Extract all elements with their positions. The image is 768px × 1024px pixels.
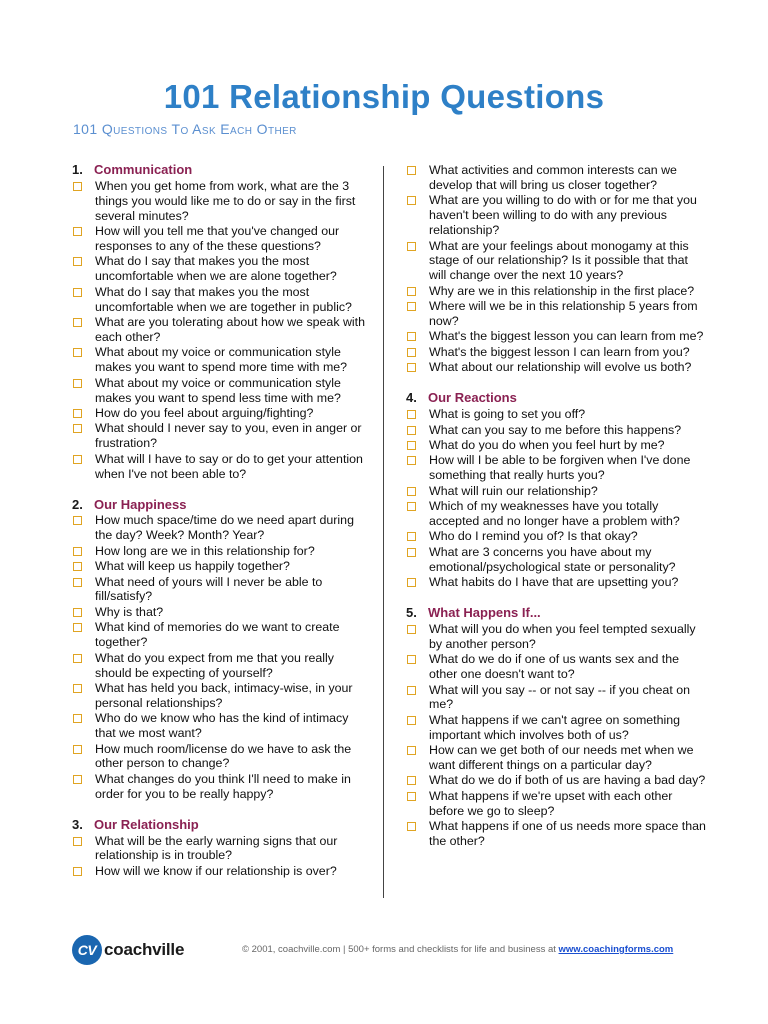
question-text: What do you expect from me that you really should be expecting of yourself? [95, 650, 334, 680]
checkbox-icon[interactable] [73, 288, 82, 297]
section-heading [72, 163, 372, 178]
question-text: How much room/license do we have to ask the other person to change? [95, 741, 352, 771]
checkbox-icon[interactable] [73, 318, 82, 327]
question-item [72, 559, 372, 574]
question-item [406, 163, 706, 193]
checkbox-icon[interactable] [73, 684, 82, 693]
checkbox-icon[interactable] [407, 410, 416, 419]
section-title: Our Relationship [94, 816, 199, 832]
question-item [72, 224, 372, 254]
question-item [406, 652, 706, 682]
question-text: What do we do if one of us wants sex and the other one doesn't want to? [429, 652, 680, 682]
question-item [72, 772, 372, 802]
checkbox-icon[interactable] [407, 625, 416, 634]
question-item [406, 360, 706, 375]
question-text: What do I say that makes you the most uncomfortable when we are together in public? [95, 284, 352, 314]
question-text: What happens if one of us needs more space than the other? [429, 819, 706, 849]
question-list [72, 179, 372, 482]
question-text: What should I never say to you, even in anger or frustration? [95, 421, 362, 451]
question-section [72, 163, 372, 482]
checkbox-icon[interactable] [407, 746, 416, 755]
section-number: 2. [72, 496, 83, 512]
question-list [406, 407, 706, 590]
checkbox-icon[interactable] [73, 562, 82, 571]
question-section [72, 818, 372, 879]
checkbox-icon[interactable] [73, 227, 82, 236]
question-text: Which of my weaknesses have you totally accepted and no longer have a problem with? [429, 499, 680, 528]
question-text: What changes do you think I'll need to make in order for you to be really happy? [95, 771, 351, 801]
logo-badge-icon: CV [72, 935, 102, 965]
checkbox-icon[interactable] [73, 623, 82, 632]
question-text: How will we know if our relationship is over? [95, 863, 337, 878]
section-title: Our Happiness [94, 496, 187, 512]
question-list [406, 163, 706, 375]
checkbox-icon[interactable] [407, 196, 416, 205]
question-item [406, 423, 706, 438]
checkbox-icon[interactable] [73, 867, 82, 876]
footer-copyright: © 2001, coachville.com | 500+ forms and checklists for life and business at [242, 944, 559, 955]
question-section [72, 498, 372, 802]
question-item [406, 529, 706, 544]
checkbox-icon[interactable] [407, 776, 416, 785]
question-text: What are your feelings about monogamy at this stage of our relationship? Is it possible that that will change over the next 10 years? [429, 238, 689, 283]
question-text: What about our relationship will evolve us both? [429, 360, 692, 375]
question-text: What are 3 concerns you have about my emotional/psychological state or personality? [429, 544, 676, 574]
footer-link[interactable]: www.coachingforms.com [558, 944, 674, 955]
question-text: What do we do if both of us are having a bad day? [429, 773, 706, 788]
checkbox-icon[interactable] [73, 837, 82, 846]
question-item [406, 575, 706, 590]
question-text: How can we get both of our needs met when we want different things on a particular day? [429, 743, 694, 773]
checkbox-icon[interactable] [73, 379, 82, 388]
question-text: What will keep us happily together? [95, 559, 290, 574]
question-text: How much space/time do we need apart during the day? Week? Month? Year? [95, 513, 354, 543]
question-text: What will ruin our relationship? [429, 483, 598, 498]
question-text: What will you say -- or not say -- if you cheat on me? [429, 682, 690, 712]
checkbox-icon[interactable] [407, 822, 416, 831]
checkbox-icon[interactable] [73, 516, 82, 525]
question-item [406, 438, 706, 453]
checkbox-icon[interactable] [73, 547, 82, 556]
checkbox-icon[interactable] [73, 745, 82, 754]
section-title: Our Reactions [428, 390, 517, 406]
question-section [406, 391, 706, 590]
question-item [406, 683, 706, 713]
coachville-logo [72, 935, 184, 965]
section-number: 5. [406, 604, 417, 620]
checkbox-icon[interactable] [407, 287, 416, 296]
question-text: What kind of memories do we want to create together? [95, 620, 340, 650]
checkbox-icon[interactable] [73, 654, 82, 663]
question-text: How do you feel about arguing/fighting? [95, 406, 314, 420]
question-text: What will I have to say or do to get your attention when I've not been able to? [95, 451, 363, 481]
question-item [72, 345, 372, 375]
checkbox-icon[interactable] [407, 532, 416, 541]
checkbox-icon[interactable] [407, 686, 416, 695]
right-column [406, 163, 706, 865]
question-item [406, 239, 706, 284]
question-list [72, 513, 372, 801]
question-item [406, 545, 706, 575]
question-section [406, 606, 706, 849]
question-item [72, 651, 372, 681]
question-item [72, 834, 372, 864]
question-item [406, 484, 706, 499]
question-text: When you get home from work, what are the 3 things you would like me to do or say in the first several minutes? [95, 178, 356, 223]
question-text: Where will we be in this relationship 5 years from now? [429, 299, 698, 329]
question-item [72, 681, 372, 711]
question-item [406, 299, 706, 329]
question-item [72, 711, 372, 741]
checkbox-icon[interactable] [73, 714, 82, 723]
question-text: How will you tell me that you've changed our responses to any of the these questions? [95, 224, 340, 254]
question-item [72, 254, 372, 284]
checkbox-icon[interactable] [407, 363, 416, 372]
question-item [406, 773, 706, 788]
checkbox-icon[interactable] [407, 578, 416, 587]
page-subtitle: 101 Questions To Ask Each Other [73, 121, 297, 137]
section-number: 4. [406, 390, 417, 406]
checkbox-icon[interactable] [407, 441, 416, 450]
page-title: 101 Relationship Questions [163, 78, 605, 115]
question-item [406, 284, 706, 299]
question-item [72, 285, 372, 315]
question-item [72, 179, 372, 224]
checkbox-icon[interactable] [73, 578, 82, 587]
question-text: What's the biggest lesson I can learn from you? [429, 344, 690, 359]
section-title: What Happens If... [428, 604, 541, 620]
question-list [406, 622, 706, 849]
question-text: Why is that? [95, 604, 164, 619]
question-text: What's the biggest lesson you can learn from me? [429, 329, 704, 344]
section-heading [406, 391, 706, 406]
question-item [72, 513, 372, 543]
question-list [72, 834, 372, 879]
checkbox-icon[interactable] [407, 548, 416, 557]
question-item [72, 376, 372, 406]
checkbox-icon[interactable] [407, 655, 416, 664]
question-text: What are you tolerating about how we speak with each other? [95, 315, 365, 344]
checkbox-icon[interactable] [407, 716, 416, 725]
question-text: Who do we know who has the kind of intimacy that we most want? [95, 711, 349, 741]
question-item [406, 622, 706, 652]
checkbox-icon[interactable] [73, 182, 82, 191]
question-text: What will be the early warning signs that our relationship is in trouble? [95, 833, 338, 863]
question-item [406, 789, 706, 819]
checkbox-icon[interactable] [407, 456, 416, 465]
question-item [72, 575, 372, 605]
question-item [406, 407, 706, 422]
question-text: What happens if we can't agree on something important which involves both of us? [429, 712, 681, 742]
checkbox-icon[interactable] [407, 242, 416, 251]
question-text: What happens if we're upset with each other before we go to sleep? [429, 788, 673, 818]
question-text: What activities and common interests can we develop that will bring us closer together? [429, 163, 677, 192]
question-text: Why are we in this relationship in the first place? [429, 283, 695, 298]
question-item [72, 742, 372, 772]
question-text: What is going to set you off? [429, 407, 586, 422]
question-text: What are you willing to do with or for me that you haven't been willing to do with any previous relationship? [429, 193, 697, 238]
question-text: What about my voice or communication style makes you want to spend more time with me? [95, 345, 348, 375]
question-text: What has held you back, intimacy-wise, in your personal relationships? [95, 680, 353, 710]
question-item [406, 499, 706, 529]
checkbox-icon[interactable] [407, 348, 416, 357]
checkbox-icon[interactable] [73, 348, 82, 357]
question-item [72, 421, 372, 451]
question-text: What do you do when you feel hurt by me? [429, 437, 665, 452]
question-text: What can you say to me before this happens? [429, 422, 682, 437]
checkbox-icon[interactable] [407, 426, 416, 435]
question-item [72, 605, 372, 620]
checkbox-icon[interactable] [407, 502, 416, 511]
section-heading [72, 498, 372, 513]
question-item [72, 620, 372, 650]
question-text: What habits do I have that are upsetting you? [429, 575, 679, 590]
left-column [72, 163, 372, 895]
section-number: 1. [72, 162, 83, 177]
checkbox-icon[interactable] [73, 455, 82, 464]
question-item [406, 345, 706, 360]
checkbox-icon[interactable] [73, 257, 82, 266]
checkbox-icon[interactable] [407, 302, 416, 311]
question-item [72, 452, 372, 482]
checkbox-icon[interactable] [407, 332, 416, 341]
section-heading [72, 818, 372, 833]
question-item [406, 743, 706, 773]
question-text: What need of yours will I never be able to fill/satisfy? [95, 574, 323, 604]
question-item [72, 406, 372, 421]
column-divider [383, 166, 384, 898]
question-item [72, 315, 372, 345]
section-number: 3. [72, 816, 83, 832]
checkbox-icon[interactable] [73, 424, 82, 433]
question-text: What will you do when you feel tempted sexually by another person? [429, 621, 696, 651]
question-text: What about my voice or communication style makes you want to spend less time with me? [95, 375, 341, 405]
checkbox-icon[interactable] [73, 775, 82, 784]
question-item [406, 193, 706, 238]
question-item [406, 713, 706, 743]
section-title: Communication [94, 162, 193, 177]
question-text: How will I be able to be forgiven when I've done something that really hurts you? [429, 453, 691, 483]
checkbox-icon[interactable] [407, 487, 416, 496]
question-item [406, 453, 706, 483]
question-text: What do I say that makes you the most uncomfortable when we are alone together? [95, 254, 337, 284]
footer [72, 932, 702, 972]
question-item [72, 864, 372, 879]
checkbox-icon[interactable] [407, 166, 416, 175]
question-section [406, 163, 706, 375]
footer-note [242, 944, 673, 955]
question-text: How long are we in this relationship for? [95, 543, 315, 558]
logo-text: coachville [104, 940, 185, 959]
question-item [406, 329, 706, 344]
question-item [406, 819, 706, 849]
checkbox-icon[interactable] [73, 409, 82, 418]
section-heading [406, 606, 706, 621]
checkbox-icon[interactable] [73, 608, 82, 617]
question-text: Who do I remind you of? Is that okay? [429, 529, 638, 544]
checkbox-icon[interactable] [407, 792, 416, 801]
question-item [72, 544, 372, 559]
